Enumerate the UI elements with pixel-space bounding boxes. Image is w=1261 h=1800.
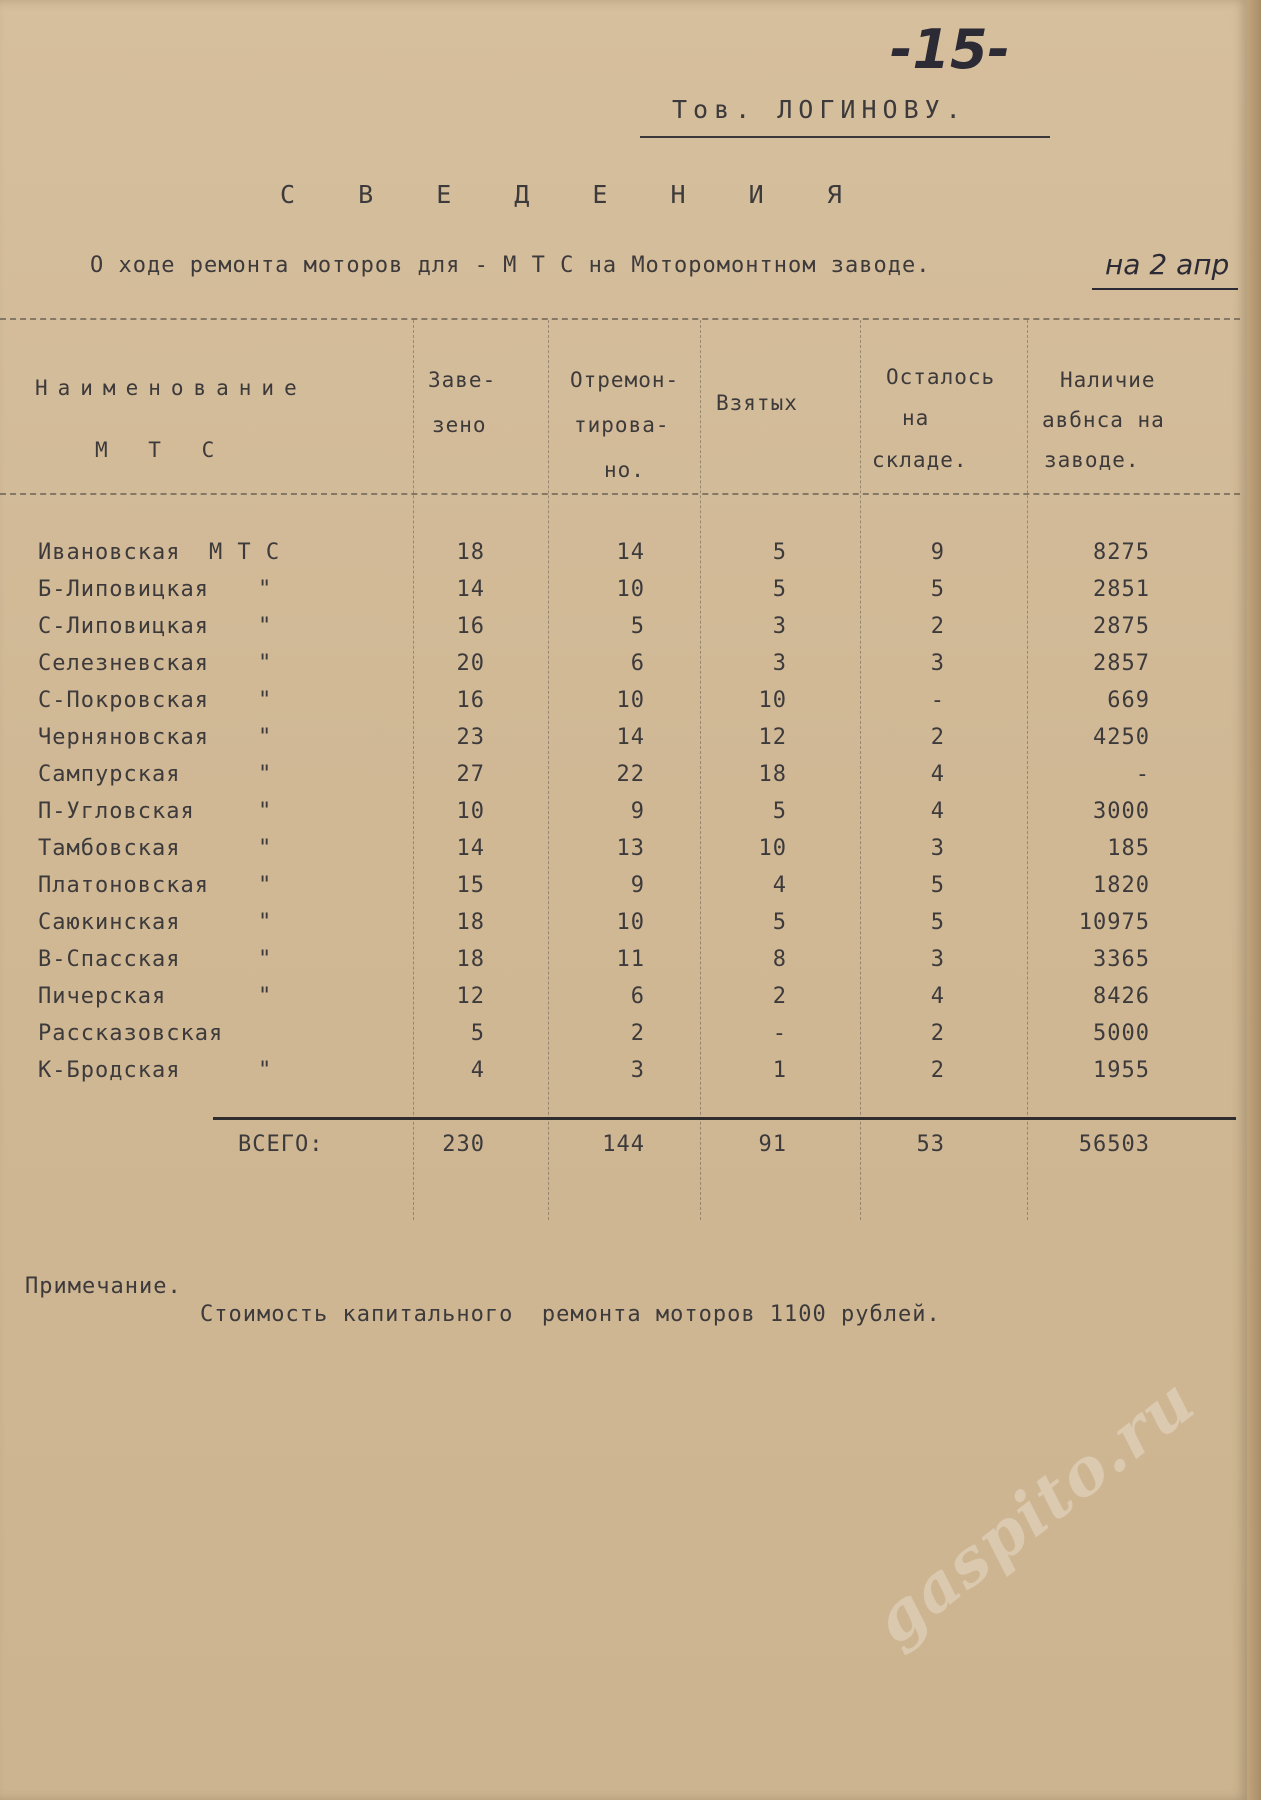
row-mts-name: Пичерская [38, 984, 167, 1009]
addressee: Тов. ЛОГИНОВУ. [672, 95, 967, 124]
row-ditto-mark: " [258, 984, 273, 1009]
row-cell-zaveseno: 18 [456, 910, 485, 935]
row-cell-otremontirovano: 6 [630, 984, 645, 1009]
row-mts-name: Платоновская [38, 873, 209, 898]
row-cell-otremontirovano: 10 [616, 577, 645, 602]
row-cell-vzyatykh: 18 [758, 762, 787, 787]
header-name-line2: М Т С [95, 438, 229, 462]
total-nalichie: 56503 [1078, 1132, 1150, 1157]
row-cell-zaveseno: 27 [456, 762, 485, 787]
row-ditto-mark: " [258, 836, 273, 861]
row-cell-otremontirovano: 5 [630, 614, 645, 639]
row-mts-name: Черняновская [38, 725, 209, 750]
row-mts-name: С-Покровская [38, 688, 209, 713]
row-cell-vzyatykh: 2 [772, 984, 787, 1009]
row-cell-zaveseno: 15 [456, 873, 485, 898]
row-cell-nalichie: 3365 [1093, 947, 1150, 972]
row-cell-zaveseno: 18 [456, 540, 485, 565]
header-otremontirovano-line2: тирова- [574, 413, 670, 437]
document-title: С В Е Д Е Н И Я [280, 180, 866, 209]
row-cell-otremontirovano: 6 [630, 651, 645, 676]
row-cell-nalichie: 8275 [1093, 540, 1150, 565]
note-label: Примечание. [25, 1274, 182, 1299]
row-cell-otremontirovano: 22 [616, 762, 645, 787]
row-cell-nalichie: 1955 [1093, 1058, 1150, 1083]
row-cell-zaveseno: 16 [456, 688, 485, 713]
header-zaveseno-line2: зено [432, 413, 487, 437]
row-cell-vzyatykh: 8 [772, 947, 787, 972]
column-divider [860, 320, 861, 1220]
row-cell-vzyatykh: - [772, 1021, 787, 1046]
row-mts-name: П-Угловская [38, 799, 195, 824]
header-nalichie-line3: заводе. [1044, 448, 1140, 472]
header-nalichie-line2: авбнса на [1042, 408, 1165, 432]
row-cell-ostalos: - [930, 688, 945, 713]
row-cell-ostalos: 2 [930, 1058, 945, 1083]
row-cell-vzyatykh: 5 [772, 577, 787, 602]
row-cell-zaveseno: 4 [470, 1058, 485, 1083]
row-ditto-mark: " [258, 873, 273, 898]
row-mts-name: С-Липовицкая [38, 614, 209, 639]
header-ostalos-line3: складе. [872, 448, 968, 472]
row-cell-vzyatykh: 12 [758, 725, 787, 750]
row-cell-nalichie: 185 [1107, 836, 1150, 861]
row-cell-otremontirovano: 11 [616, 947, 645, 972]
total-ostalos: 53 [916, 1132, 945, 1157]
total-otremontirovano: 144 [602, 1132, 645, 1157]
row-cell-ostalos: 4 [930, 984, 945, 1009]
row-cell-nalichie: 2851 [1093, 577, 1150, 602]
row-cell-zaveseno: 5 [470, 1021, 485, 1046]
header-nalichie-line1: Наличие [1060, 368, 1156, 392]
row-cell-otremontirovano: 14 [616, 725, 645, 750]
column-divider [548, 320, 549, 1220]
row-cell-zaveseno: 14 [456, 836, 485, 861]
row-cell-nalichie: - [1135, 762, 1150, 787]
row-mts-name: К-Бродская [38, 1058, 181, 1083]
row-cell-otremontirovano: 9 [630, 799, 645, 824]
total-zaveseno: 230 [442, 1132, 485, 1157]
row-mts-name: В-Спасская [38, 947, 181, 972]
column-divider [1027, 320, 1028, 1220]
row-mts-name: Рассказовская [38, 1021, 224, 1046]
row-cell-vzyatykh: 5 [772, 540, 787, 565]
row-mts-name: Саюкинская [38, 910, 181, 935]
header-ostalos-line2: на [902, 406, 930, 430]
note-text: Стоимость капитального ремонта моторов 1100 рублей. [200, 1302, 941, 1327]
column-divider [413, 320, 414, 1220]
row-ditto-mark: " [258, 799, 273, 824]
row-cell-otremontirovano: 10 [616, 910, 645, 935]
addressee-underline [640, 136, 1050, 138]
row-cell-ostalos: 3 [930, 947, 945, 972]
row-ditto-mark: " [258, 688, 273, 713]
row-cell-vzyatykh: 10 [758, 836, 787, 861]
row-cell-vzyatykh: 1 [772, 1058, 787, 1083]
row-cell-ostalos: 2 [930, 614, 945, 639]
header-otremontirovano-line1: Отремон- [570, 368, 680, 392]
row-cell-vzyatykh: 5 [772, 799, 787, 824]
row-ditto-mark: " [258, 947, 273, 972]
watermark: gaspito.ru [860, 1362, 1210, 1660]
paper-edge [1247, 0, 1261, 1800]
row-cell-nalichie: 1820 [1093, 873, 1150, 898]
row-ditto-mark: " [258, 910, 273, 935]
row-ditto-mark: " [258, 725, 273, 750]
row-cell-nalichie: 10975 [1078, 910, 1150, 935]
row-cell-zaveseno: 14 [456, 577, 485, 602]
row-cell-ostalos: 3 [930, 836, 945, 861]
total-vzyatykh: 91 [758, 1132, 787, 1157]
document-subtitle: О ходе ремонта моторов для - М Т С на Моторомонтном заводе. [90, 253, 931, 278]
row-cell-ostalos: 9 [930, 540, 945, 565]
row-cell-vzyatykh: 10 [758, 688, 787, 713]
row-cell-ostalos: 5 [930, 910, 945, 935]
row-ditto-mark: " [258, 651, 273, 676]
row-ditto-mark: " [258, 614, 273, 639]
row-cell-zaveseno: 18 [456, 947, 485, 972]
row-mts-name: Селезневская [38, 651, 209, 676]
row-mts-name: Тамбовская [38, 836, 181, 861]
totals-label: ВСЕГО: [238, 1132, 324, 1157]
row-cell-otremontirovano: 13 [616, 836, 645, 861]
row-cell-otremontirovano: 10 [616, 688, 645, 713]
row-cell-otremontirovano: 2 [630, 1021, 645, 1046]
column-divider [700, 320, 701, 1220]
row-cell-nalichie: 2857 [1093, 651, 1150, 676]
row-mts-name: Ивановская М Т С [38, 540, 281, 565]
totals-rule [213, 1117, 1236, 1120]
row-cell-zaveseno: 16 [456, 614, 485, 639]
header-otremontirovano-line3: но. [604, 458, 645, 482]
table-top-rule [0, 318, 1240, 320]
handwritten-date-note: на 2 апр [1105, 248, 1230, 281]
page-number: -15- [890, 18, 1010, 81]
date-underline [1092, 288, 1238, 290]
row-cell-ostalos: 2 [930, 1021, 945, 1046]
row-cell-ostalos: 4 [930, 799, 945, 824]
row-cell-zaveseno: 12 [456, 984, 485, 1009]
row-cell-nalichie: 669 [1107, 688, 1150, 713]
row-cell-ostalos: 2 [930, 725, 945, 750]
header-name-line1: Наименование [35, 376, 307, 400]
row-cell-vzyatykh: 4 [772, 873, 787, 898]
row-mts-name: Сампурская [38, 762, 181, 787]
row-cell-ostalos: 5 [930, 577, 945, 602]
row-cell-otremontirovano: 14 [616, 540, 645, 565]
row-cell-vzyatykh: 5 [772, 910, 787, 935]
row-cell-nalichie: 5000 [1093, 1021, 1150, 1046]
row-cell-zaveseno: 10 [456, 799, 485, 824]
row-cell-vzyatykh: 3 [772, 614, 787, 639]
row-cell-zaveseno: 23 [456, 725, 485, 750]
row-cell-zaveseno: 20 [456, 651, 485, 676]
header-vzyatykh: Взятых [716, 391, 798, 415]
row-ditto-mark: " [258, 577, 273, 602]
row-ditto-mark: " [258, 1058, 273, 1083]
row-cell-nalichie: 4250 [1093, 725, 1150, 750]
header-zaveseno-line1: Заве- [428, 368, 497, 392]
row-cell-nalichie: 2875 [1093, 614, 1150, 639]
row-cell-ostalos: 5 [930, 873, 945, 898]
table-header-rule [0, 493, 1240, 495]
row-mts-name: Б-Липовицкая [38, 577, 209, 602]
row-cell-otremontirovano: 9 [630, 873, 645, 898]
row-cell-nalichie: 3000 [1093, 799, 1150, 824]
row-cell-ostalos: 4 [930, 762, 945, 787]
row-cell-ostalos: 3 [930, 651, 945, 676]
row-ditto-mark: " [258, 762, 273, 787]
header-ostalos-line1: Осталось [886, 365, 996, 389]
row-cell-otremontirovano: 3 [630, 1058, 645, 1083]
row-cell-nalichie: 8426 [1093, 984, 1150, 1009]
row-cell-vzyatykh: 3 [772, 651, 787, 676]
